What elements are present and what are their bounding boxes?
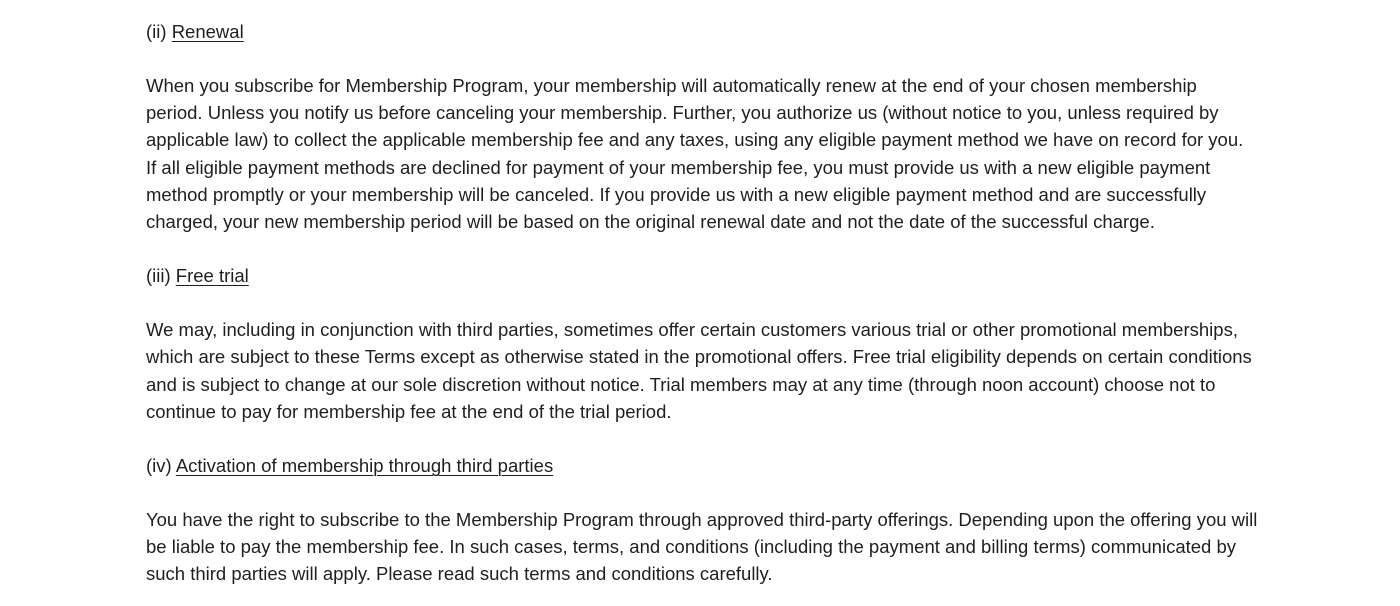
renewal-link[interactable]: Renewal — [171, 21, 244, 42]
third-party-activation-link[interactable]: Activation of membership through third parties — [175, 455, 554, 477]
free-trial-link[interactable]: Free trial — [175, 265, 249, 287]
section-number: (iii) — [146, 265, 171, 287]
renewal-paragraph: When you subscribe for Membership Program, your membership will automatically renew at the end of your chosen membership period. Unless you notify us before canceling your membership. Further, you authorize us (without notice to you, unless required by applicable law) to collect the applicable membership fee and any taxes, using any eligible payment method we have on record for you. If all eligible payment methods are declined for payment of your membership fee, you must provide us with a new eligible payment method promptly or your membership will be canceled. If you provide us with a new eligible payment method and are successfully charged, your new membership period will be based on the original renewal date and not the date of the successful charge. — [146, 75, 1244, 233]
section-heading-free-trial — [146, 262, 1258, 289]
section-heading-renewal — [146, 18, 1258, 45]
free-trial-paragraph: We may, including in conjunction with third parties, sometimes offer certain customers various trial or other promotional memberships, which are subject to these Terms except as otherwise stated in the promotional offers. Free trial eligibility depends on certain conditions and is subject to change at our sole discretion without notice. Trial members may at any time (through noon account) choose not to continue to pay for membership fee at the end of the trial period. — [146, 319, 1252, 422]
section-heading-third-party-activation — [146, 452, 1258, 479]
third-party-activation-paragraph: You have the right to subscribe to the Membership Program through approved third-party offerings. Depending upon the offering you will be liable to pay the membership fee. In such cases, terms, and conditions (including the payment and billing terms) communicated by such third parties will apply. Please read such terms and conditions carefully. — [146, 509, 1258, 585]
terms-document — [146, 18, 1258, 588]
section-number: (iv) — [146, 455, 172, 477]
section-number: (ii) — [146, 21, 167, 42]
